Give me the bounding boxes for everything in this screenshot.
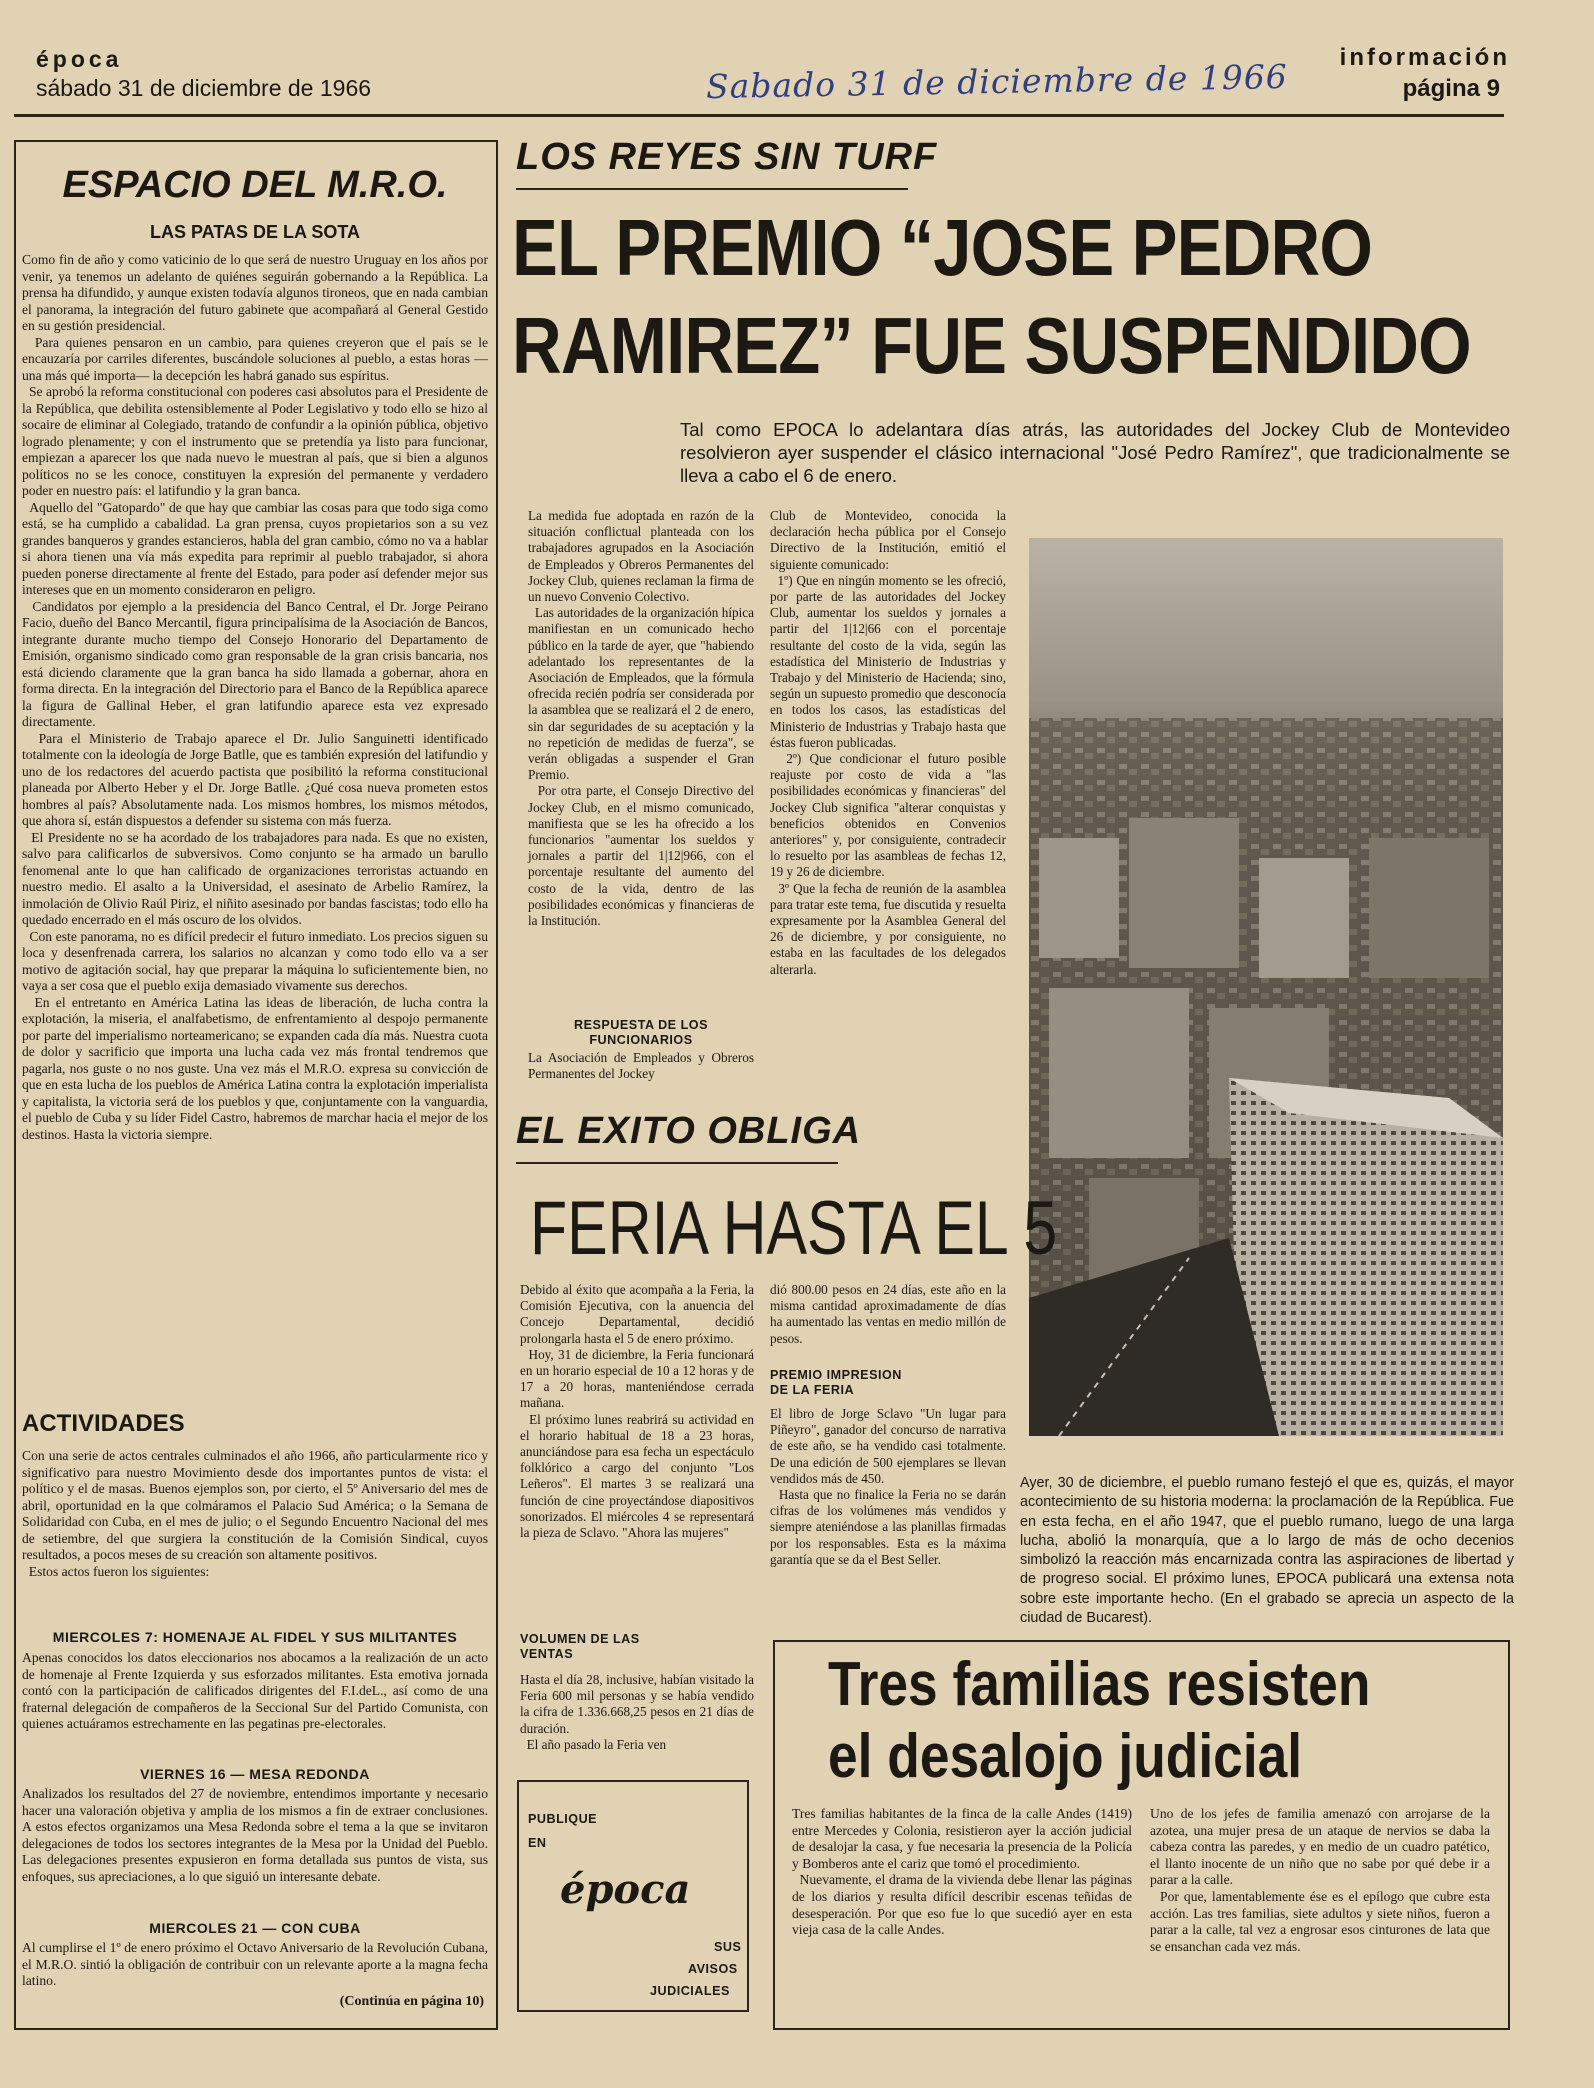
handwritten-date: Sabado 31 de diciembre de 1966 bbox=[705, 56, 1289, 107]
feria-col1: Debido al éxito que acompaña a la Feria, la Comisión Ejecutiva, con la anuencia del Concejo Departamental, decidió prolongarla hasta el 5 de enero próximo. Hoy, 31 de diciembre, la Feria funcionará en un horario especial de 10 a 12 horas y de 17 a 20 horas, manteniéndose cerrada mañana. El próximo lunes reabrirá su actividad en el horario habitual de 18 a 23 horas, anunciándose para esa fecha un espectáculo folklórico a cargo del conjunto "Los Leñeros". El martes 3 se realizará una función de cine proyectándose diapositivos sonorizados. El miércoles 4 se representará la pieza de Sclavo. "Ahora las mujeres" bbox=[520, 1282, 754, 1541]
header-date: sábado 31 de diciembre de 1966 bbox=[36, 75, 372, 101]
sub1-body: Apenas conocidos los datos eleccionarios nos abocamos a la realización de un acto de homenaje al Frente Izquierda y sus esforzados militantes. Esta emotiva jornada contó con la participación de calificados dirigentes del F.I.deL., así como de una fraternal delegación de compañeros de la Seccional Sur del Partido Comunista, con quienes actuáramos estrechamente en las pegatinas pre-electorales. bbox=[22, 1650, 492, 1731]
sub2-body: Analizados los resultados del 27 de noviembre, entendimos importante y necesario hacer una valoración objetiva y amplia de los mismos a fin de extraer conclusiones. A estos efectos organizamos una Mesa Redonda sobre el tema a la que se invitaron delegaciones de todos los sectores integrantes de la Mesa por la Unidad del Pueblo. Las delegaciones presentes expusieron en forma detallada sus puntos de vista, sus enfoques, sus apreciaciones, a lo que siguió un interesante debate. bbox=[22, 1786, 492, 1884]
reyes-headline-1: EL PREMIO “JOSE PEDRO bbox=[512, 203, 1372, 292]
reyes-lead: Tal como EPOCA lo adelantara días atrás, las autoridades del Jockey Club de Montevideo resolvieron ayer suspender el clásico internacional "José Pedro Ramírez", que tradicionalmente se lleva a cabo el 6 de enero. bbox=[680, 419, 1510, 486]
photo-caption: Ayer, 30 de diciembre, el pueblo rumano festejó el que es, quizás, el mayor acontecimiento de su historia moderna: la proclamación de la República. Fue en esta fecha, en el año 1947, que el pueblo rumano, luego de una larga lucha, abolió la monarquía, que a lo largo de más de ocho decenios simbolizó la reacción más encarnizada contra las aspiraciones de libertad y de progreso social. El próximo lunes, EPOCA publicará una extensa nota sobre este importante hecho. (En el grabado se aprecia un aspecto de la ciudad de Bucarest). bbox=[1020, 1475, 1514, 1627]
feria-kicker-rule bbox=[516, 1162, 838, 1164]
bucarest-photo bbox=[1029, 538, 1503, 1436]
header-logo: época bbox=[36, 46, 123, 72]
ad-line3: SUS bbox=[714, 1940, 742, 1954]
header-page: página 9 bbox=[1402, 75, 1500, 102]
sub3-body: Al cumplirse el 1º de enero próximo el Octavo Aniversario de la Revolución Cubana, el M.R.O. sintió la obligación de contribuir con un relevante aporte a la magna fecha latino. bbox=[22, 1940, 492, 1988]
mro-body: Como fin de año y como vaticinio de lo que será de nuestro Uruguay en los años por venir, ya tenemos un adelanto de quiénes seguirán gobernando a la República. La prensa ha difundido, y aunque existen todavía algunos tironeos, que en nada cambian el panorama, la integración del futuro gabinete que acompañará al General Gestido en su gestión presidencial. Para quienes pensaron en un cambio, para quienes creyeron que el país se le encauzaría por carriles diferentes, buscándole soluciones al pueblo, a estas horas —una más qué importa— la decepción les habrá ganado sus espíritus. Se aprobó la reforma constitucional con poderes casi absolutos para el Presidente de la República, que debilita ostensiblemente al Poder Legislativo y todo ello se hizo al socaire de eliminar al Colegiado, tratando de confundir a la opinión pública, objetivo logrado plenamente; y con el instrumento que se pretendía ya listo para funcionar, empiezan a aparecer los que nada nuevo le muestran al país, que si bien a algunos políticos no se les conoce, constituyen la expresión del permanente y verdadero poder en nuestro país: el latifundio y la gran banca. Aquello del "Gatopardo" de que hay que cambiar las cosas para que todo siga como está, se ha cumplido a cabalidad. La gran prensa, cuyos propietarios son a su vez grandes banqueros y grandes estancieros, habla del gran cambio, cómo no va a hablar si ahora tienen una vía más expedita para reprimir al pueblo trabajador, si ahora pueden ponerse directamente al frente del Estado, para poder así defender mejor sus intereses que en un momento consideraron en peligro. Candidatos por ejemplo a la presidencia del Banco Central, el Dr. Jorge Peirano Facio, dueño del Banco Mercantil, figura principalísima de la Asociación de Bancos, integrante durante mucho tiempo del Consejo Honorario del Departamento de Emisión, organismo sindicado como gran responsable de la gran crisis bancaria, nos está diciendo claramente que la gran banca ha sido llamada a gobernar, ahora en forma directa. En la integración del Directorio para el Banco de la República aparece la figura de Gallinal Heber, el gran latifundio aparece esta vez expresado directamente. Para el Ministerio de Trabajo aparece el Dr. Julio Sanguinetti identificado totalmente con la ideología de Jorge Batlle, que es también expresión del latifundio y uno de los redactores del acuerdo pactista que posibilitó la reforma constitucional planeada por Alberto Heber y el Dr. Jorge Batlle. ¿Qué cosa nueva prometen estos hombres al país? Absolutamente nada. Los mismos hombres, los mismos métodos, que ahora sí, están dispuestos a defender su sistema con más fuerza. El Presidente no se ha acordado de los trabajadores para nada. Es que no existen, salvo para calificarlos de subversivos. Como conjunto se ha armado un barullo fenomenal ante lo que han calificado de organizaciones terroristas actuando en nuestro medio. El asalto a la Universidad, el asesinato de Arbelio Ramírez, la inmolación de Olivio Raúl Piriz, el niñito asesinado por bandas fascistas; todo ello ha quedado encerrado en el más oscuro de los olvidos. Con este panorama, no es difícil predecir el futuro inmediato. Los precios siguen su loca y desenfrenada carrera, los salarios no alcanzan y como todo ello va a ser motivo de agitación social, hay que preparar la máquina lo suficientemente bien, no vaya a ser cosa que el pueblo exija demasiado vivamente sus derechos. En el entretanto en América Latina las ideas de liberación, de lucha contra la explotación, la miseria, el analfabetismo, de enfrentamiento al despojo permanente por parte del imperialismo norteamericano; se expanden cada día más. Nuestra cuota de dolor y sacrificio que importa una lucha cada vez más frontal tendremos que pagarla, nos guste o no nos guste. Una vez más el M.R.O. expresa su convicción de que en esta lucha de los pueblos de América Latina contra la explotación imperialista y capitalista, la victoria será de los pueblos y que, conjuntamente con la vanguardia, el pueblo de Cuba y su líder Fidel Castro, habremos de marchar hacia el mejor de los destinos. Hasta la victoria siempre. bbox=[22, 252, 489, 1142]
desalojo-headline-1: Tres familias resisten bbox=[828, 1650, 1371, 1719]
actividades-title: ACTIVIDADES bbox=[22, 1410, 185, 1437]
premio-body: El libro de Jorge Sclavo "Un lugar para Piñeyro", ganador del concurso de narrativa de este año, se ha vendido casi totalmente. De una edición de 500 ejemplares se llevan vendidos más de 450. Hasta que no finalice la Feria no se darán cifras de los volúmenes más vendidos y siempre ateniéndose a las planillas firmadas por los responsables. Esta es la máxima garantía que se da el Best Seller. bbox=[770, 1406, 1006, 1567]
reyes-kicker: LOS REYES SIN TURF bbox=[516, 136, 938, 178]
sub1-heading: MIERCOLES 7: HOMENAJE AL FIDEL Y SUS MILITANTES bbox=[52, 1629, 458, 1645]
reyes-col1-sub: RESPUESTA DE LOS FUNCIONARIOS bbox=[574, 1018, 708, 1047]
continua-note: (Continúa en página 10) bbox=[339, 1994, 484, 2009]
reyes-col1: La medida fue adoptada en razón de la situación conflictual planteada con los trabajadores agrupados en la Asociación de Empleados y Obreros Permanentes del Jockey Club, quienes reclaman la firma de un nuevo Convenio Colectivo. Las autoridades de la organización hípica manifiestan en un comunicado hecho público en la tarde de ayer, que "habiendo adelantado los representantes de la Asociación de Empleados, que la fórmula ofrecida recién podría ser considerada por la asamblea que se realizará el 2 de enero, sin dar seguridades de su aceptación y la no repetición de medidas de fuerza", se verán obligadas a suspender el Gran Premio. Por otra parte, el Consejo Directivo del Jockey Club, en el mismo comunicado, manifiesta que se les ha ofrecido a los funcionarios "aumentar los sueldos y jornales a partir del 1|12|966, con el porcentaje resultante del aumento del costo de la vida, dentro de las posibilidades económicas y financieras de la Institución. bbox=[528, 508, 754, 929]
city-image-icon bbox=[1029, 538, 1503, 1436]
reyes-col2: Club de Montevideo, conocida la declaración hecha pública por el Consejo Directivo de la Institución, emitió el siguiente comunicado: 1º) Que en ningún momento se les ofreció, por parte de las autoridades del Jockey Club, aumentar los sueldos y jornales a partir del 1|12|66 con el porcentaje resultante del costo de la vida, según las estadística del Ministerio de Industrias y Trabajo y del Ministerio de Hacienda; sino, según un supuesto promedio que desconocía en todos los casos, las estadísticas del Ministerio de Industrias y Trabajo hasta que éstas fueron publicadas. 2º) Que condicionar el futuro posible reajuste por costo de vida a "las posibilidades económicas y financieras" del Jockey Club significa "alterar conquistas y beneficios obtenidos en Convenios anteriores" y, por consiguiente, contradecir lo resuelto por las asambleas de fechas 12, 19 y 26 de diciembre. 3º Que la fecha de reunión de la asamblea para tratar este tema, fue discutida y resuelta expresamente por la Asamblea General del 26 de diciembre, y por consiguiente, no estaba en las facultades de los delegados alterarla. bbox=[770, 508, 1007, 977]
sub3-heading: MIERCOLES 21 — CON CUBA bbox=[149, 1920, 361, 1936]
ad-line5: JUDICIALES bbox=[650, 1984, 730, 1998]
volumen-heading: VOLUMEN DE LAS VENTAS bbox=[520, 1632, 640, 1661]
desalojo-col2: Uno de los jefes de familia amenazó con arrojarse de la azotea, una mujer presa de un ataque de nervios se daba la cabeza contra las paredes, y en medio de un cuadro patético, el llanto inocente de un niño que no sabe por qué debe ir a parar a la calle. Por que, lamentablemente ése es el epílogo que cubre esta acción. Las tres familias, siete adultos y siete niños, fueron a parar a la calle, tal vez a engrosar esos cinturones de lata que se ensanchan cada vez más. bbox=[1150, 1806, 1491, 1954]
reyes-col1-tail: La Asociación de Empleados y Obreros Permanentes del Jockey bbox=[528, 1050, 758, 1082]
ad-line1: PUBLIQUE bbox=[528, 1812, 598, 1826]
feria-col2: dió 800.00 pesos en 24 días, este año en la misma cantidad aproximadamente de días ha aumentado las ventas en medio millón de pesos. bbox=[770, 1282, 1010, 1346]
feria-kicker: EL EXITO OBLIGA bbox=[516, 1110, 862, 1152]
mro-title: ESPACIO DEL M.R.O. bbox=[62, 164, 448, 206]
reyes-headline-2: RAMIREZ” FUE SUSPENDIDO bbox=[512, 301, 1471, 390]
sub2-heading: VIERNES 16 — MESA REDONDA bbox=[140, 1766, 370, 1782]
ad-line4: AVISOS bbox=[688, 1962, 738, 1976]
premio-heading: PREMIO IMPRESION DE LA FERIA bbox=[770, 1368, 902, 1397]
reyes-kicker-rule bbox=[516, 188, 908, 190]
ad-line2: EN bbox=[528, 1836, 547, 1850]
volumen-body: Hasta el día 28, inclusive, habían visitado la Feria 600 mil personas y se había vendido la cifra de 1.336.668,25 pesos en 21 días de duración. El año pasado la Feria ven bbox=[520, 1672, 754, 1752]
actividades-body: Con una serie de actos centrales culminados el año 1966, año particularmente rico y significativo para nuestro Movimiento desde dos importantes puntos de vista: el político y el de masas. Buenos ejemplos son, por cierto, el 5º Aniversario del mes de abril, oportunidad en la que colmáramos el Palacio Sud América; o la Semana de Solidaridad con Cuba, en el mes de julio; o el Segundo Encuentro Nacional del mes de setiembre, del que surgiera la constitución de la Comisión Sindical, cuyos resultados, a pocos meses de su creación son altamente positivos. Estos actos fueron los siguientes: bbox=[22, 1448, 488, 1579]
desalojo-col1: Tres familias habitantes de la finca de la calle Andes (1419) entre Mercedes y Colonia, resistieron ayer la acción judicial de desalojar la casa, y fue necesaria la presencia de la Policía y Bomberos ante el cariz que tomó el procedimiento. Nuevamente, el drama de la vivienda debe llenar las páginas de los diarios y resulta difícil describir escenas teñidas de desesperación. Por que eso fue lo que sucedió ayer en esta vieja casa de la calle Andes. bbox=[792, 1806, 1133, 1938]
desalojo-headline-2: el desalojo judicial bbox=[828, 1722, 1303, 1791]
header-section: información bbox=[1339, 44, 1510, 71]
mro-subtitle: LAS PATAS DE LA SOTA bbox=[150, 222, 360, 242]
feria-headline: FERIA HASTA EL 5 bbox=[530, 1186, 1058, 1271]
header-rule bbox=[14, 114, 1504, 117]
ad-logo: época bbox=[560, 1866, 691, 1913]
